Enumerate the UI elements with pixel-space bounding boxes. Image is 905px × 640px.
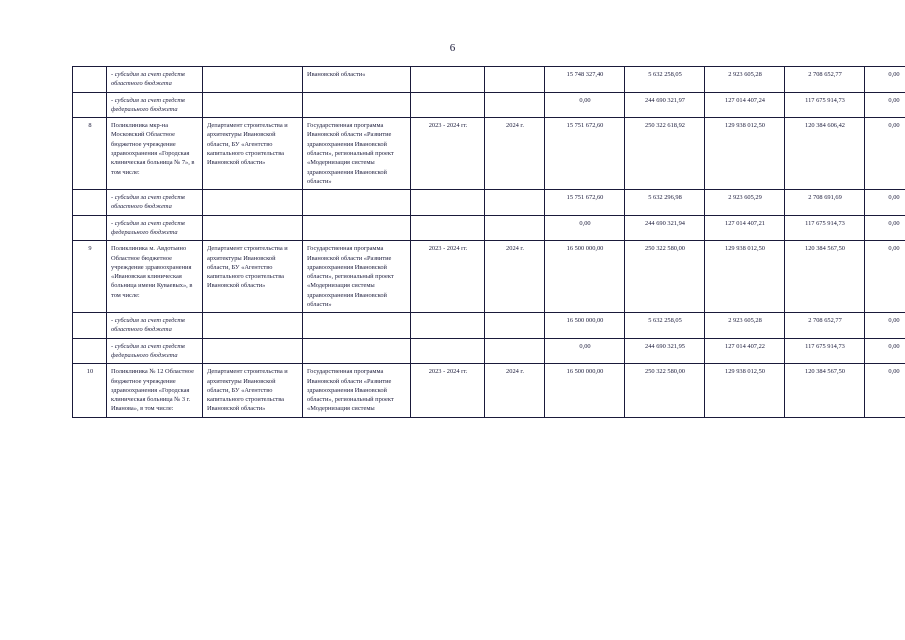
cell-value-2: 5 632 258,05 [625,313,705,339]
cell-object-name: - субсидия за счет средств федерального бюджета [107,338,203,364]
cell-value-3: 2 923 605,29 [705,190,785,216]
cell-value-4: 2 708 652,77 [785,67,865,93]
cell-value-5: 0,00 [865,190,905,216]
cell-period [411,190,485,216]
cell-number: 8 [73,118,107,190]
cell-program: Ивановской области« [303,67,411,93]
cell-value-3: 129 938 012,50 [705,241,785,313]
cell-value-2: 244 690 321,95 [625,338,705,364]
table-row [73,313,905,339]
cell-number [73,67,107,93]
cell-period [411,338,485,364]
table-row [73,67,905,93]
cell-value-1: 0,00 [545,92,625,118]
cell-value-5: 0,00 [865,67,905,93]
cell-department: Департамент строительства и архитектуры Ивановской области, БУ «Агентство капитального строительства Ивановской области» [203,118,303,190]
cell-object-name: - субсидия за счет средств областного бюджета [107,190,203,216]
cell-year [485,313,545,339]
cell-value-5: 0,00 [865,92,905,118]
cell-value-3: 129 938 012,50 [705,364,785,417]
cell-program [303,215,411,241]
cell-department [203,313,303,339]
cell-program [303,338,411,364]
cell-value-3: 2 923 605,28 [705,313,785,339]
cell-value-5: 0,00 [865,364,905,417]
cell-department: Департамент строительства и архитектуры Ивановской области, БУ «Агентство капитального строительства Ивановской области» [203,364,303,417]
cell-period [411,215,485,241]
cell-value-2: 250 322 580,00 [625,241,705,313]
cell-object-name: - субсидия за счет средств областного бюджета [107,67,203,93]
budget-allocation-table [72,66,905,418]
cell-period: 2023 - 2024 гг. [411,241,485,313]
cell-period [411,92,485,118]
cell-value-1: 15 751 672,60 [545,118,625,190]
cell-number [73,92,107,118]
cell-object-name: - субсидия за счет средств областного бюджета [107,313,203,339]
cell-value-2: 244 690 321,97 [625,92,705,118]
cell-department [203,67,303,93]
cell-period: 2023 - 2024 гг. [411,118,485,190]
cell-value-4: 120 384 567,50 [785,241,865,313]
cell-number: 10 [73,364,107,417]
table-row [73,241,905,313]
cell-department [203,190,303,216]
cell-value-3: 127 014 407,22 [705,338,785,364]
cell-year: 2024 г. [485,118,545,190]
cell-value-1: 16 500 000,00 [545,364,625,417]
cell-year [485,215,545,241]
cell-value-1: 15 751 672,60 [545,190,625,216]
cell-department [203,338,303,364]
cell-value-2: 250 322 580,00 [625,364,705,417]
cell-object-name: - субсидия за счет средств федерального бюджета [107,92,203,118]
cell-department [203,215,303,241]
table-row [73,190,905,216]
cell-value-5: 0,00 [865,241,905,313]
cell-value-2: 244 690 321,94 [625,215,705,241]
cell-value-3: 2 923 605,28 [705,67,785,93]
cell-department [203,92,303,118]
cell-program [303,92,411,118]
cell-department: Департамент строительства и архитектуры Ивановской области, БУ «Агентство капитального строительства Ивановской области» [203,241,303,313]
cell-number [73,190,107,216]
cell-value-4: 117 675 914,73 [785,92,865,118]
cell-object-name: Поликлиника № 12 Областное бюджетное учреждение здравоохранения «Городская клиническая больница № 3 г. Иванова», в том числе: [107,364,203,417]
cell-year [485,190,545,216]
cell-value-2: 5 632 258,05 [625,67,705,93]
cell-number: 9 [73,241,107,313]
cell-value-2: 5 632 296,98 [625,190,705,216]
cell-object-name: Поликлиника м. Авдотьино Областное бюджетное учреждение здравоохранения «Ивановская клиническая больница имени Куваевых», в том числе: [107,241,203,313]
cell-program: Государственная программа Ивановской области «Развитие здравоохранения Ивановской области», региональный проект «Модернизация системы здравоохранения Ивановской области» [303,241,411,313]
table-row [73,215,905,241]
table-row [73,364,905,417]
cell-value-4: 120 384 567,50 [785,364,865,417]
cell-value-5: 0,00 [865,338,905,364]
cell-year [485,92,545,118]
cell-period: 2023 - 2024 гг. [411,364,485,417]
cell-value-1: 15 748 327,40 [545,67,625,93]
cell-value-5: 0,00 [865,215,905,241]
cell-number [73,313,107,339]
cell-object-name: - субсидия за счет средств федерального бюджета [107,215,203,241]
table-row [73,92,905,118]
cell-value-4: 117 675 914,73 [785,338,865,364]
cell-year [485,67,545,93]
page-number: 6 [449,42,456,54]
cell-year: 2024 г. [485,241,545,313]
cell-value-1: 0,00 [545,338,625,364]
cell-value-1: 0,00 [545,215,625,241]
cell-value-5: 0,00 [865,313,905,339]
table-row [73,338,905,364]
cell-value-4: 2 708 691,69 [785,190,865,216]
table-row [73,118,905,190]
cell-value-3: 129 938 012,50 [705,118,785,190]
cell-number [73,338,107,364]
cell-value-3: 127 014 407,21 [705,215,785,241]
cell-program [303,313,411,339]
cell-object-name: Поликлиника мкр-на Московский Областное бюджетное учреждение здравоохранения «Городская клиническая больница № 7», в том числе: [107,118,203,190]
cell-program: Государственная программа Ивановской области «Развитие здравоохранения Ивановской области», региональный проект «Модернизация системы здравоохранения Ивановской области» [303,118,411,190]
cell-year: 2024 г. [485,364,545,417]
cell-value-5: 0,00 [865,118,905,190]
cell-value-4: 120 384 606,42 [785,118,865,190]
cell-program [303,190,411,216]
cell-value-1: 16 500 000,00 [545,241,625,313]
cell-value-4: 117 675 914,73 [785,215,865,241]
table-body [73,67,905,418]
cell-program: Государственная программа Ивановской области «Развитие здравоохранения Ивановской области», региональный проект «Модернизация системы [303,364,411,417]
cell-value-2: 250 322 618,92 [625,118,705,190]
cell-value-4: 2 708 652,77 [785,313,865,339]
cell-period [411,67,485,93]
cell-period [411,313,485,339]
cell-year [485,338,545,364]
cell-value-1: 16 500 000,00 [545,313,625,339]
cell-value-3: 127 014 407,24 [705,92,785,118]
cell-number [73,215,107,241]
